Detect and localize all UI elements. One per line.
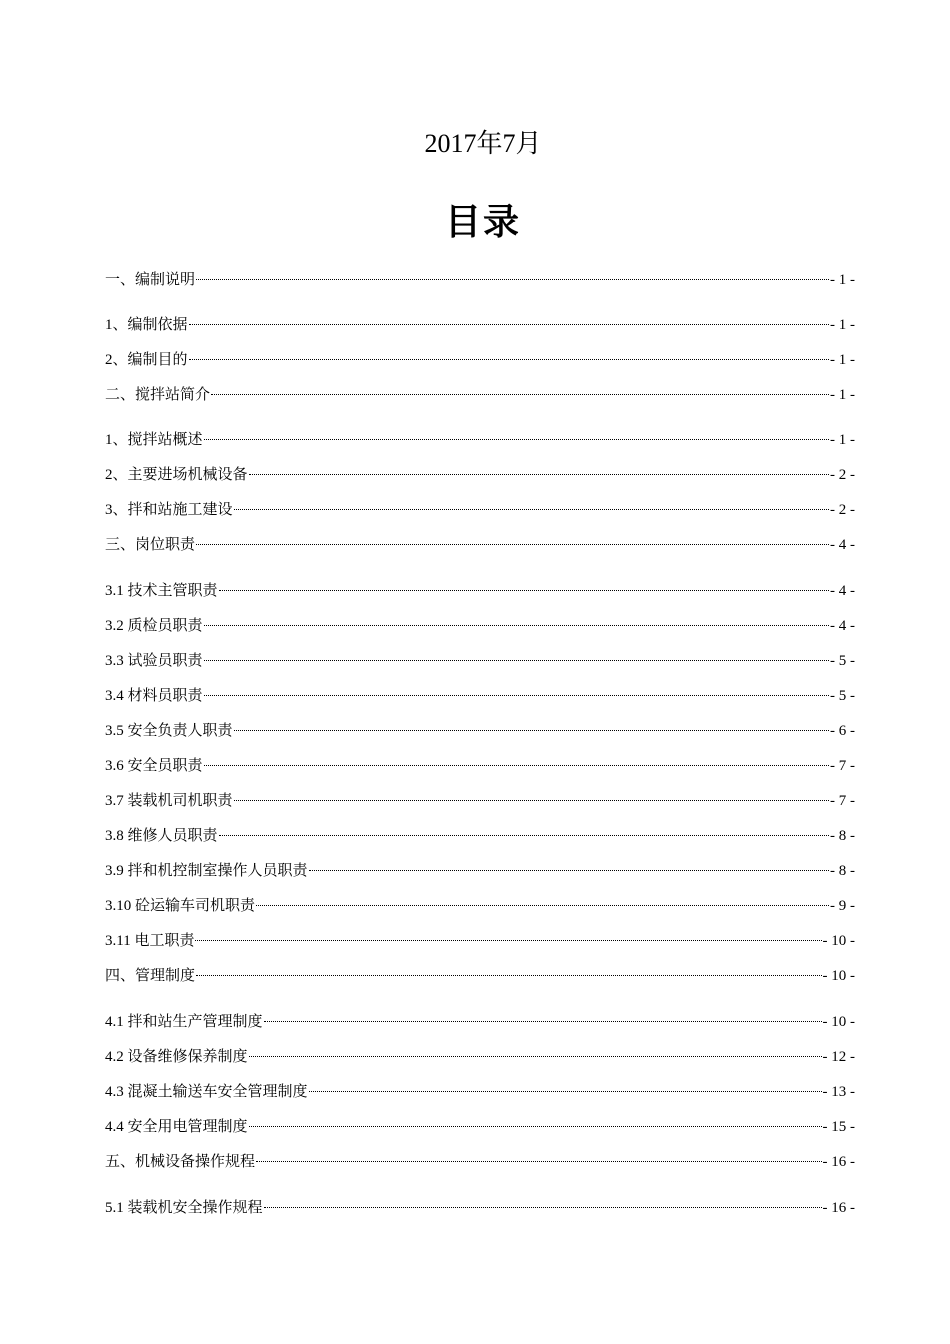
- toc-entry-page: - 6 -: [830, 723, 855, 739]
- toc-leader: [234, 508, 829, 510]
- toc-entry-page: - 4 -: [830, 618, 855, 634]
- toc-entry[interactable]: [105, 534, 855, 556]
- toc-entry[interactable]: [105, 464, 855, 486]
- toc-entry-label: 2、编制目的: [105, 352, 188, 368]
- toc-entry-page: - 16 -: [822, 1200, 855, 1216]
- toc-entry-label: 4.4 安全用电管理制度: [105, 1119, 248, 1135]
- toc-leader: [234, 729, 829, 731]
- toc-entry-page: - 10 -: [822, 968, 855, 984]
- toc-leader: [264, 1020, 822, 1022]
- toc-entry-page: - 5 -: [830, 688, 855, 704]
- toc-entry-label: 4.3 混凝土输送车安全管理制度: [105, 1084, 308, 1100]
- toc-entry-label: 2、主要进场机械设备: [105, 467, 248, 483]
- toc-leader: [219, 834, 829, 836]
- toc-leader: [264, 1206, 822, 1208]
- toc-entry[interactable]: [105, 580, 855, 602]
- toc-entry-page: - 9 -: [830, 898, 855, 914]
- toc-entry[interactable]: [105, 1046, 855, 1068]
- toc-entry-label: 五、机械设备操作规程: [105, 1154, 256, 1170]
- toc-leader: [256, 1160, 821, 1162]
- toc-leader: [249, 1055, 822, 1057]
- toc-entry-label: 3、拌和站施工建设: [105, 502, 233, 518]
- toc-entry-page: - 15 -: [822, 1119, 855, 1135]
- toc-entry[interactable]: [105, 349, 855, 371]
- toc-entry-page: - 1 -: [830, 387, 855, 403]
- toc-entry-label: 3.8 维修人员职责: [105, 828, 218, 844]
- toc-leader: [204, 694, 829, 696]
- toc-entry-label: 5.1 装载机安全操作规程: [105, 1200, 263, 1216]
- toc-entry[interactable]: [105, 1011, 855, 1033]
- toc-entry-label: 3.7 装载机司机职责: [105, 793, 233, 809]
- toc-entry[interactable]: [105, 790, 855, 812]
- toc-entry-label: 4.2 设备维修保养制度: [105, 1049, 248, 1065]
- toc-entry-page: - 4 -: [830, 583, 855, 599]
- toc-leader: [195, 939, 821, 941]
- toc-entry-page: - 1 -: [830, 432, 855, 448]
- toc-entry-page: - 7 -: [830, 758, 855, 774]
- toc-entry[interactable]: [105, 1197, 855, 1219]
- toc-entry[interactable]: [105, 965, 855, 987]
- toc-entry-page: - 8 -: [830, 863, 855, 879]
- toc-entry[interactable]: [105, 650, 855, 672]
- toc-leader: [309, 869, 829, 871]
- toc-leader: [204, 624, 829, 626]
- toc-entry-label: 3.4 材料员职责: [105, 688, 203, 704]
- toc-entry[interactable]: [105, 314, 855, 336]
- toc-entry[interactable]: [105, 1116, 855, 1138]
- toc-leader: [189, 323, 829, 325]
- toc-leader: [196, 278, 829, 280]
- toc-entry-label: 1、编制依据: [105, 317, 188, 333]
- toc-entry-label: 3.3 试验员职责: [105, 653, 203, 669]
- toc-entry[interactable]: [105, 755, 855, 777]
- toc-entry-label: 四、管理制度: [105, 968, 196, 984]
- toc-entry-page: - 12 -: [822, 1049, 855, 1065]
- toc-entry-page: - 1 -: [830, 352, 855, 368]
- toc-leader: [309, 1090, 822, 1092]
- toc-entry-page: - 10 -: [822, 933, 855, 949]
- toc-entry[interactable]: [105, 825, 855, 847]
- toc-entry[interactable]: [105, 930, 855, 952]
- toc-entry-label: 3.10 砼运输车司机职责: [105, 898, 256, 914]
- toc-leader: [204, 438, 829, 440]
- toc-entry-page: - 8 -: [830, 828, 855, 844]
- toc-entry-page: - 4 -: [830, 537, 855, 553]
- toc-entry[interactable]: [105, 1081, 855, 1103]
- toc-leader: [234, 799, 829, 801]
- toc-entry[interactable]: [105, 429, 855, 451]
- toc-entry-page: - 1 -: [830, 272, 855, 288]
- toc-leader: [196, 974, 821, 976]
- toc-entry[interactable]: [105, 860, 855, 882]
- toc-leader: [211, 393, 829, 395]
- toc-leader: [249, 473, 829, 475]
- toc-leader: [196, 543, 829, 545]
- toc-entry-page: - 1 -: [830, 317, 855, 333]
- toc-entry[interactable]: [105, 269, 855, 291]
- toc-entry-label: 一、编制说明: [105, 272, 196, 288]
- toc-entry[interactable]: [105, 685, 855, 707]
- toc-entry[interactable]: [105, 895, 855, 917]
- toc-entry-page: - 2 -: [830, 502, 855, 518]
- toc-entry-page: - 5 -: [830, 653, 855, 669]
- toc-leader: [204, 764, 829, 766]
- toc-leader: [249, 1125, 822, 1127]
- toc-entry[interactable]: [105, 720, 855, 742]
- toc-leader: [256, 904, 829, 906]
- toc-entry-label: 二、搅拌站简介: [105, 387, 211, 403]
- toc-entry-label: 3.2 质检员职责: [105, 618, 203, 634]
- toc-title: 目录: [444, 202, 521, 243]
- toc-entry-page: - 10 -: [822, 1014, 855, 1030]
- toc-entry-label: 3.9 拌和机控制室操作人员职责: [105, 863, 308, 879]
- toc-entry[interactable]: [105, 615, 855, 637]
- toc-entry-label: 3.11 电工职责: [105, 933, 195, 949]
- toc-entry-label: 3.5 安全负责人职责: [105, 723, 233, 739]
- toc-entry-label: 4.1 拌和站生产管理制度: [105, 1014, 263, 1030]
- toc-leader: [219, 589, 829, 591]
- toc-entry[interactable]: [105, 499, 855, 521]
- toc-entry-page: - 7 -: [830, 793, 855, 809]
- toc-entry-label: 1、搅拌站概述: [105, 432, 203, 448]
- toc-entry-label: 3.1 技术主管职责: [105, 583, 218, 599]
- toc-entry-page: - 13 -: [822, 1084, 855, 1100]
- toc-entry-label: 三、岗位职责: [105, 537, 196, 553]
- toc-entry-page: - 2 -: [830, 467, 855, 483]
- toc-entry[interactable]: [105, 384, 855, 406]
- document-date: 2017年7月: [424, 129, 542, 158]
- toc-leader: [204, 659, 829, 661]
- toc-entry[interactable]: [105, 1151, 855, 1173]
- toc-entry-label: 3.6 安全员职责: [105, 758, 203, 774]
- toc-entry-page: - 16 -: [822, 1154, 855, 1170]
- toc-leader: [189, 358, 829, 360]
